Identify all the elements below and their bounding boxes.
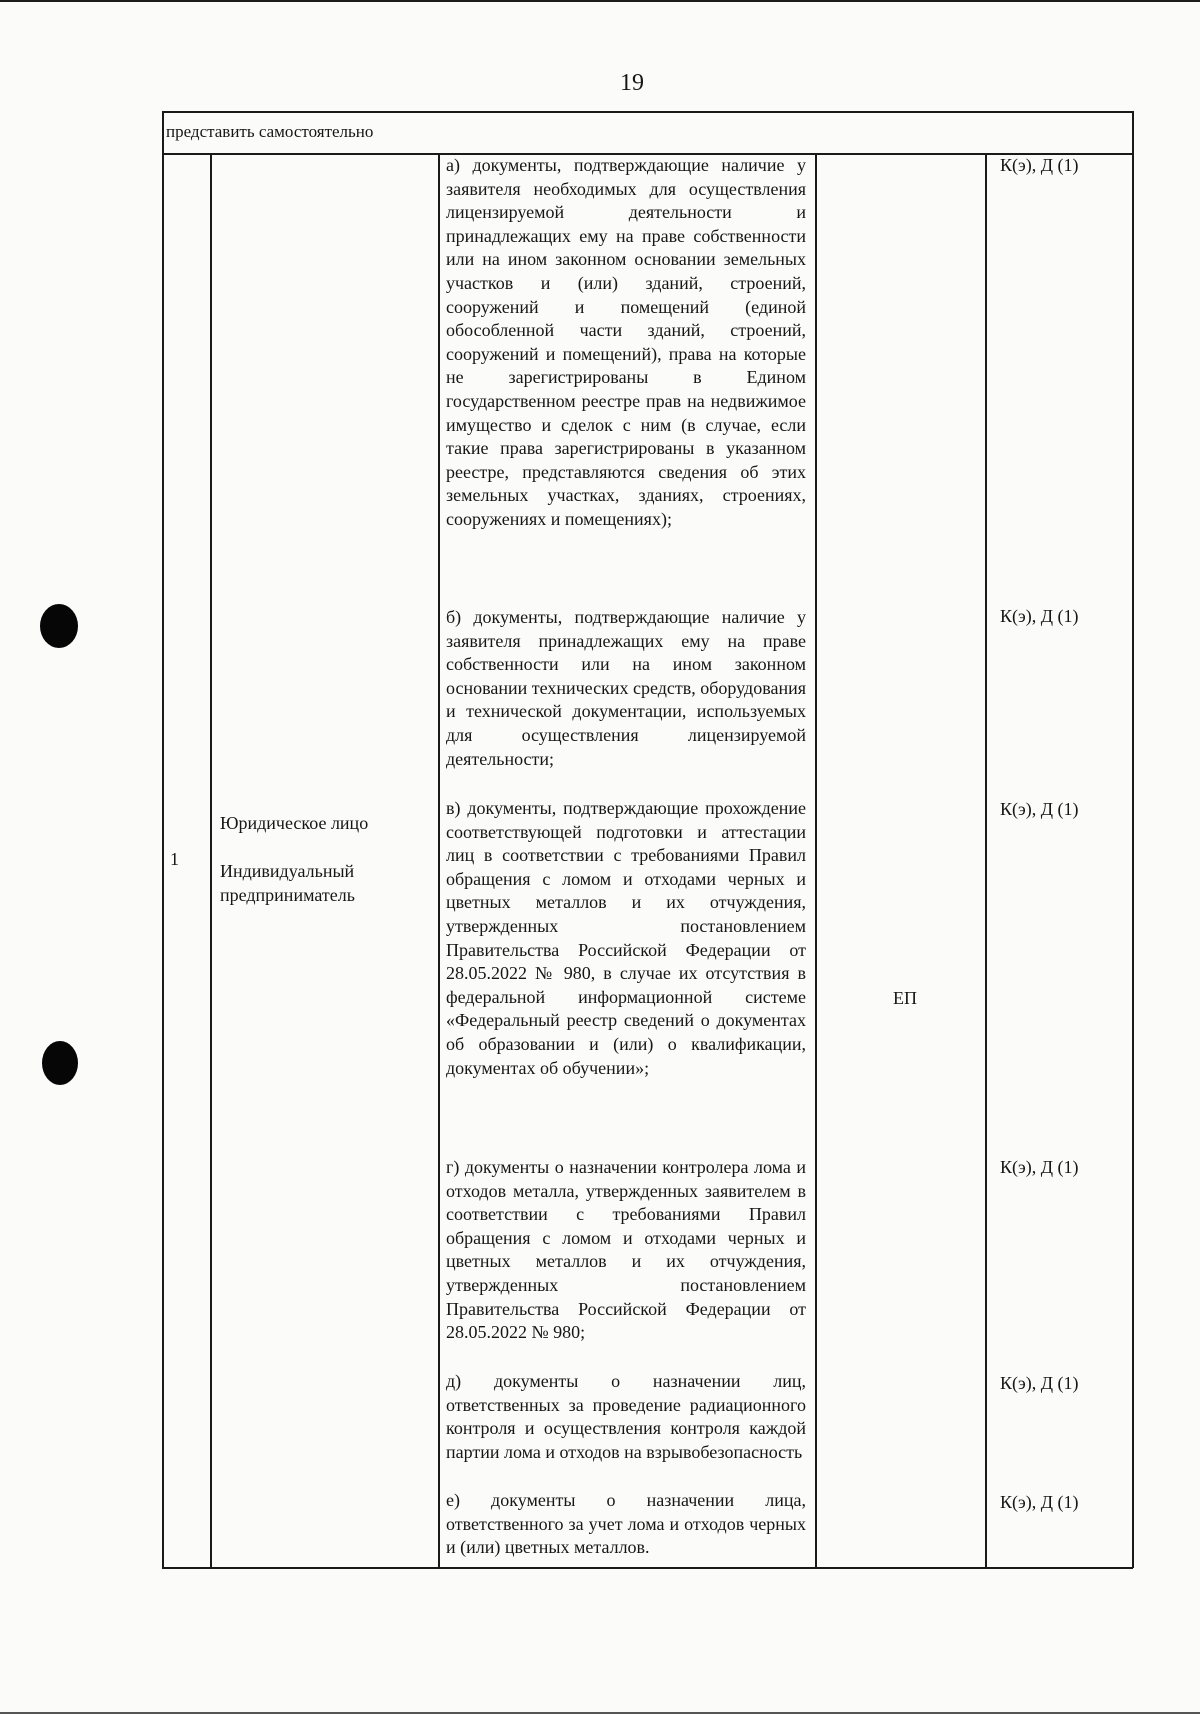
code-item-c: К(э), Д (1) — [1000, 799, 1079, 819]
row-number: 1 — [170, 849, 179, 869]
binder-hole-top — [40, 604, 78, 648]
column-divider-1 — [210, 153, 212, 1568]
table-border-bottom — [162, 1567, 1133, 1569]
document-item-a: а) документы, подтверждающие наличие у заявителя необходимых для осуществления лицензируемой деятельности и принадлежащих ему на праве собственности или на ином законном основании земельных участков и (или) зданий, строений, сооружений и помещений (единой обособленной части зданий, строений, сооружений и помещений), права на которые не зарегистрированы в Едином государственном реестре прав на недвижимое имущество и сделок с ним (в случае, если такие права зарегистрированы в указанном реестре, представляются сведения об этих земельных участках, зданиях, строениях, сооружениях и помещениях); — [446, 155, 806, 529]
applicant-cell — [220, 811, 430, 931]
column-divider-2 — [438, 153, 440, 1568]
table-header-row: представить самостоятельно — [166, 122, 374, 141]
submission-method: ЕП — [893, 988, 917, 1008]
code-item-f: К(э), Д (1) — [1000, 1492, 1079, 1512]
code-item-b: К(э), Д (1) — [1000, 606, 1079, 626]
code-item-d: К(э), Д (1) — [1000, 1157, 1079, 1177]
document-item-d: г) документы о назначении контролера лома и отходов металла, утвержденных заявителем в соответствии с требованиями Правил обращения с ломом и отходами черных и цветных металлов и их отчуждения, утвержденных постановлением Правительства Российской Федерации от 28.05.2022 № 980; — [446, 1157, 806, 1343]
scan-top-edge — [0, 0, 1200, 2]
table-border-left — [162, 111, 164, 1568]
table-border-top — [162, 111, 1133, 113]
binder-hole-bottom — [42, 1041, 78, 1085]
column-divider-4 — [985, 153, 987, 1568]
document-item-c: в) документы, подтверждающие прохождение соответствующей подготовки и аттестации лиц в соответствии с требованиями Правил обращения с ломом и отходами черных и цветных металлов и их отчуждения, утвержденных постановлением Правительства Российской Федерации от 28.05.2022 № 980, в случае их отсутствия в федеральной информационной системе «Федеральный реестр сведений о документах об образовании и (или) о квалификации, документах об обучении»; — [446, 798, 806, 1078]
document-item-f: е) документы о назначении лица, ответственного за учет лома и отходов черных и (или) цветных металлов. — [446, 1490, 806, 1558]
applicant-individual-entrepreneur: Индивидуальный предприниматель — [220, 861, 355, 905]
table-border-right — [1132, 111, 1134, 1568]
code-item-a: К(э), Д (1) — [1000, 155, 1079, 175]
page-number: 19 — [620, 70, 644, 96]
document-item-e: д) документы о назначении лиц, ответственных за проведение радиационного контроля и осуществления контроля каждой партии лома и отходов на взрывобезопасность — [446, 1371, 806, 1462]
document-item-b: б) документы, подтверждающие наличие у заявителя принадлежащих ему на праве собственности или на ином законном основании технических средств, оборудования и технической документации, используемых для осуществления лицензируемой деятельности; — [446, 607, 806, 769]
column-divider-3 — [815, 153, 817, 1568]
code-item-e: К(э), Д (1) — [1000, 1373, 1079, 1393]
applicant-legal-entity: Юридическое лицо — [220, 813, 369, 833]
